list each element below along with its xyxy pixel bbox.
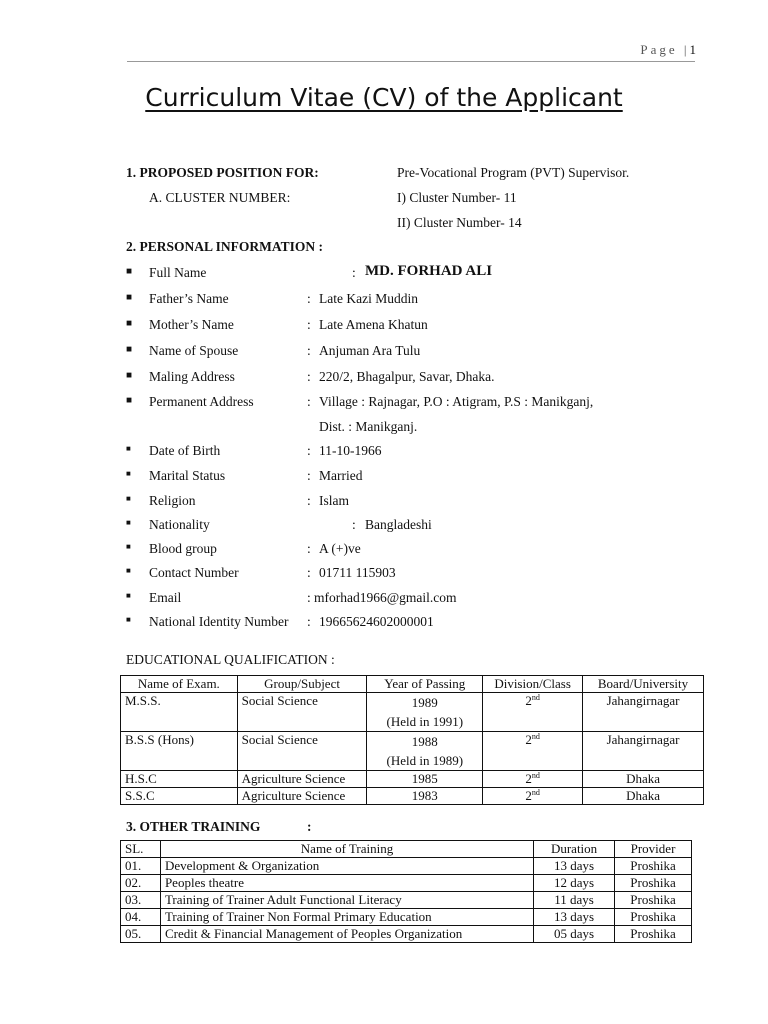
- field-colon: :: [307, 394, 311, 409]
- field-colon: :: [307, 541, 311, 556]
- field-label-nid: National Identity Number: [149, 614, 289, 629]
- training-provider: Proshika: [615, 875, 692, 892]
- bullet-small: ■: [126, 542, 131, 551]
- page-label: Page: [640, 42, 678, 57]
- field-label-blood: Blood group: [149, 541, 217, 556]
- field-value-dob: 11-10-1966: [319, 443, 382, 458]
- cluster-2: II) Cluster Number- 14: [397, 215, 522, 230]
- exam-name: H.S.C: [121, 771, 238, 788]
- division-suffix: nd: [531, 732, 540, 741]
- page-number: 1: [689, 42, 696, 57]
- col-header: Board/University: [583, 676, 704, 693]
- table-row: [121, 909, 692, 926]
- education-heading: EDUCATIONAL QUALIFICATION :: [126, 652, 335, 667]
- field-value-email: mforhad1966@gmail.com: [314, 590, 457, 605]
- bullet-small: ■: [126, 518, 131, 527]
- field-colon: :: [307, 614, 311, 629]
- training-duration: 13 days: [534, 909, 615, 926]
- bullet-square: ■: [126, 292, 133, 303]
- training-duration: 05 days: [534, 926, 615, 943]
- page-number-header: Page |1: [640, 42, 696, 57]
- training-sl: 03.: [121, 892, 161, 909]
- bullet-square: ■: [126, 395, 133, 406]
- field-label-nationality: Nationality: [149, 517, 210, 532]
- field-label-full-name: Full Name: [149, 265, 207, 280]
- field-value-permanent-line2: Dist. : Manikganj.: [319, 419, 418, 434]
- training-sl: 02.: [121, 875, 161, 892]
- field-value-mailing: 220/2, Bhagalpur, Savar, Dhaka.: [319, 369, 495, 384]
- field-value-marital: Married: [319, 468, 363, 483]
- exam-subject: Social Science: [237, 693, 367, 732]
- exam-board: Dhaka: [583, 771, 704, 788]
- division-suffix: nd: [531, 693, 540, 702]
- training-sl: 04.: [121, 909, 161, 926]
- exam-board: Dhaka: [583, 788, 704, 805]
- col-header: Duration: [534, 841, 615, 858]
- field-colon: :: [307, 590, 311, 605]
- table-row: [121, 892, 692, 909]
- training-table: [120, 840, 692, 943]
- division-suffix: nd: [531, 771, 540, 780]
- position-value: Pre-Vocational Program (PVT) Supervisor.: [397, 165, 630, 180]
- bullet-small: ■: [126, 469, 131, 478]
- col-header: SL.: [121, 841, 161, 858]
- field-value-spouse: Anjuman Ara Tulu: [319, 343, 421, 358]
- col-header: Name of Exam.: [121, 676, 238, 693]
- field-label-dob: Date of Birth: [149, 443, 221, 458]
- year-value: 1988: [411, 734, 438, 749]
- section1-heading: 1. PROPOSED POSITION FOR:: [126, 165, 319, 180]
- training-colon: :: [307, 819, 312, 834]
- exam-name: S.S.C: [121, 788, 238, 805]
- cluster-label: A. CLUSTER NUMBER:: [149, 190, 291, 205]
- exam-division: [483, 732, 583, 771]
- field-colon: :: [307, 343, 311, 358]
- education-table: [120, 675, 704, 805]
- division-value: 2: [525, 788, 532, 803]
- table-row: [121, 926, 692, 943]
- training-sl: 01.: [121, 858, 161, 875]
- field-colon: :: [307, 317, 311, 332]
- division-value: 2: [525, 732, 532, 747]
- training-duration: 11 days: [534, 892, 615, 909]
- bullet-small: ■: [126, 444, 131, 453]
- field-value-mother: Late Amena Khatun: [319, 317, 428, 332]
- bullet-square: ■: [126, 344, 133, 355]
- field-label-father: Father’s Name: [149, 291, 229, 306]
- division-value: 2: [525, 693, 532, 708]
- exam-division: [483, 788, 583, 805]
- field-label-mother: Mother’s Name: [149, 317, 234, 332]
- field-label-permanent: Permanent Address: [149, 394, 254, 409]
- exam-name: M.S.S.: [121, 693, 238, 732]
- field-colon: :: [307, 443, 311, 458]
- training-provider: Proshika: [615, 909, 692, 926]
- field-label-contact: Contact Number: [149, 565, 239, 580]
- exam-year: [367, 732, 483, 771]
- training-provider: Proshika: [615, 892, 692, 909]
- bullet-small: ■: [126, 615, 131, 624]
- col-header: Name of Training: [160, 841, 533, 858]
- col-header: Year of Passing: [367, 676, 483, 693]
- col-header: Division/Class: [483, 676, 583, 693]
- field-label-marital: Marital Status: [149, 468, 226, 483]
- field-value-contact: 01711 115903: [319, 565, 396, 580]
- training-name: Peoples theatre: [160, 875, 533, 892]
- field-colon: :: [352, 265, 356, 280]
- held-value: (Held in 1989): [386, 753, 464, 768]
- exam-subject: Agriculture Science: [237, 788, 367, 805]
- training-name: Credit & Financial Management of Peoples Organization: [160, 926, 533, 943]
- held-value: (Held in 1991): [386, 714, 464, 729]
- bullet-small: ■: [126, 494, 131, 503]
- year-value: 1989: [411, 695, 438, 710]
- col-header: Provider: [615, 841, 692, 858]
- table-row: [121, 875, 692, 892]
- education-header-row: [121, 676, 704, 693]
- bullet-small: ■: [126, 566, 131, 575]
- exam-subject: Social Science: [237, 732, 367, 771]
- field-colon: :: [307, 565, 311, 580]
- bullet-square: ■: [126, 318, 133, 329]
- training-provider: Proshika: [615, 858, 692, 875]
- exam-year: [367, 693, 483, 732]
- division-suffix: nd: [531, 788, 540, 797]
- training-provider: Proshika: [615, 926, 692, 943]
- field-colon: :: [307, 369, 311, 384]
- table-row: [121, 693, 704, 732]
- training-name: Training of Trainer Non Formal Primary Education: [160, 909, 533, 926]
- field-colon: :: [307, 468, 311, 483]
- exam-board: Jahangirnagar: [583, 732, 704, 771]
- field-colon: :: [352, 517, 356, 532]
- field-label-email: Email: [149, 590, 182, 605]
- field-value-religion: Islam: [319, 493, 349, 508]
- training-header-row: [121, 841, 692, 858]
- field-value-nid: 19665624602000001: [319, 614, 434, 629]
- field-colon: :: [307, 291, 311, 306]
- bullet-small: ■: [126, 591, 131, 600]
- exam-division: [483, 693, 583, 732]
- section2-heading: 2. PERSONAL INFORMATION :: [126, 239, 324, 254]
- field-value-nationality: Bangladeshi: [365, 517, 432, 532]
- training-heading: 3. OTHER TRAINING: [126, 819, 261, 834]
- bullet-square: ■: [126, 266, 133, 277]
- training-name: Training of Trainer Adult Functional Literacy: [160, 892, 533, 909]
- table-row: [121, 858, 692, 875]
- col-header: Group/Subject: [237, 676, 367, 693]
- exam-year: 1985: [367, 771, 483, 788]
- field-label-spouse: Name of Spouse: [149, 343, 239, 358]
- table-row: [121, 732, 704, 771]
- exam-board: Jahangirnagar: [583, 693, 704, 732]
- exam-subject: Agriculture Science: [237, 771, 367, 788]
- field-colon: :: [307, 493, 311, 508]
- exam-division: [483, 771, 583, 788]
- training-duration: 13 days: [534, 858, 615, 875]
- field-label-mailing: Maling Address: [149, 369, 235, 384]
- header-rule: [127, 61, 695, 62]
- field-value-permanent: Village : Rajnagar, P.O : Atigram, P.S : Manikganj,: [319, 394, 594, 409]
- exam-year: 1983: [367, 788, 483, 805]
- field-value-full-name: MD. FORHAD ALI: [365, 263, 493, 279]
- division-value: 2: [525, 771, 532, 786]
- training-name: Development & Organization: [160, 858, 533, 875]
- table-row: [121, 771, 704, 788]
- field-value-blood: A (+)ve: [319, 541, 361, 556]
- field-label-religion: Religion: [149, 493, 196, 508]
- cluster-1: I) Cluster Number- 11: [397, 190, 517, 205]
- bullet-square: ■: [126, 370, 133, 381]
- training-duration: 12 days: [534, 875, 615, 892]
- exam-name: B.S.S (Hons): [121, 732, 238, 771]
- field-value-father: Late Kazi Muddin: [319, 291, 418, 306]
- page-title: Curriculum Vitae (CV) of the Applicant: [145, 83, 623, 112]
- training-sl: 05.: [121, 926, 161, 943]
- table-row: [121, 788, 704, 805]
